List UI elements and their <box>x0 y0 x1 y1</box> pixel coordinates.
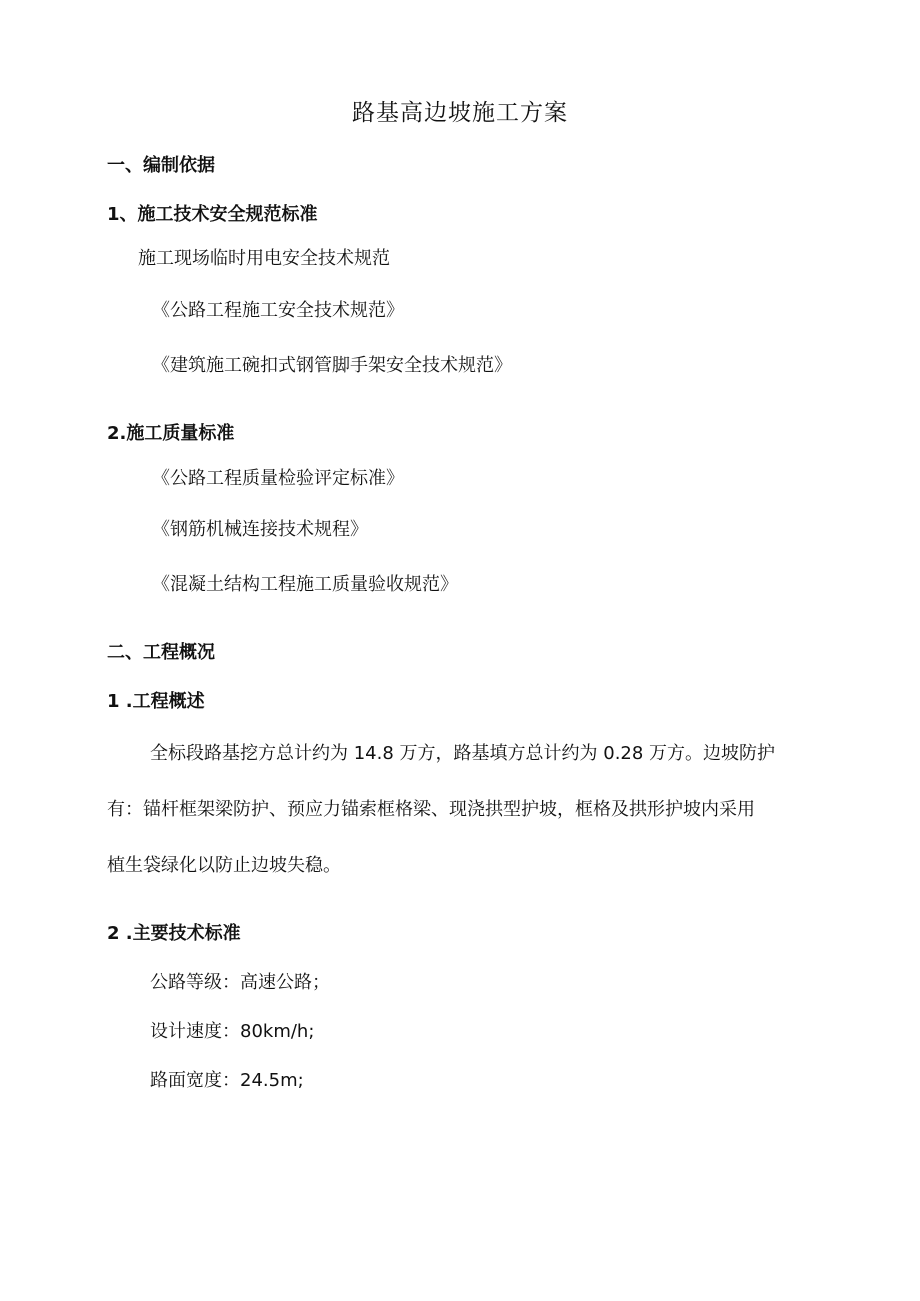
section-heading-basis: 一、编制依据 <box>107 155 215 176</box>
subsection-heading-technical-standards: 2 .主要技术标准 <box>107 923 241 944</box>
document-title: 路基高边坡施工方案 <box>352 100 568 126</box>
paragraph-line: 有：锚杆框架梁防护、预应力锚索框格梁、现浇拱型护坡，框格及拱形护坡内采用 <box>107 799 755 820</box>
subsection-heading-project-summary: 1 .工程概述 <box>107 691 205 712</box>
list-item: 公路等级：高速公路； <box>150 972 330 993</box>
list-item: 《公路工程施工安全技术规范》 <box>152 300 404 321</box>
list-item: 《建筑施工碗扣式钢管脚手架安全技术规范》 <box>152 355 512 376</box>
paragraph-line: 植生袋绿化以防止边坡失稳。 <box>107 855 341 876</box>
list-item: 《公路工程质量检验评定标准》 <box>152 468 404 489</box>
list-item: 路面宽度：24.5m; <box>150 1070 304 1091</box>
list-item: 施工现场临时用电安全技术规范 <box>138 248 390 269</box>
list-item: 设计速度：80km/h; <box>150 1021 315 1042</box>
subsection-heading-safety-standards: 1、施工技术安全规范标准 <box>107 204 318 225</box>
subsection-heading-quality-standards: 2.施工质量标准 <box>107 423 235 444</box>
section-heading-overview: 二、工程概况 <box>107 642 215 663</box>
list-item: 《钢筋机械连接技术规程》 <box>152 519 368 540</box>
list-item: 《混凝土结构工程施工质量验收规范》 <box>152 574 458 595</box>
paragraph-line: 全标段路基挖方总计约为 14.8 万方，路基填方总计约为 0.28 万方。边坡防护 <box>150 743 776 764</box>
